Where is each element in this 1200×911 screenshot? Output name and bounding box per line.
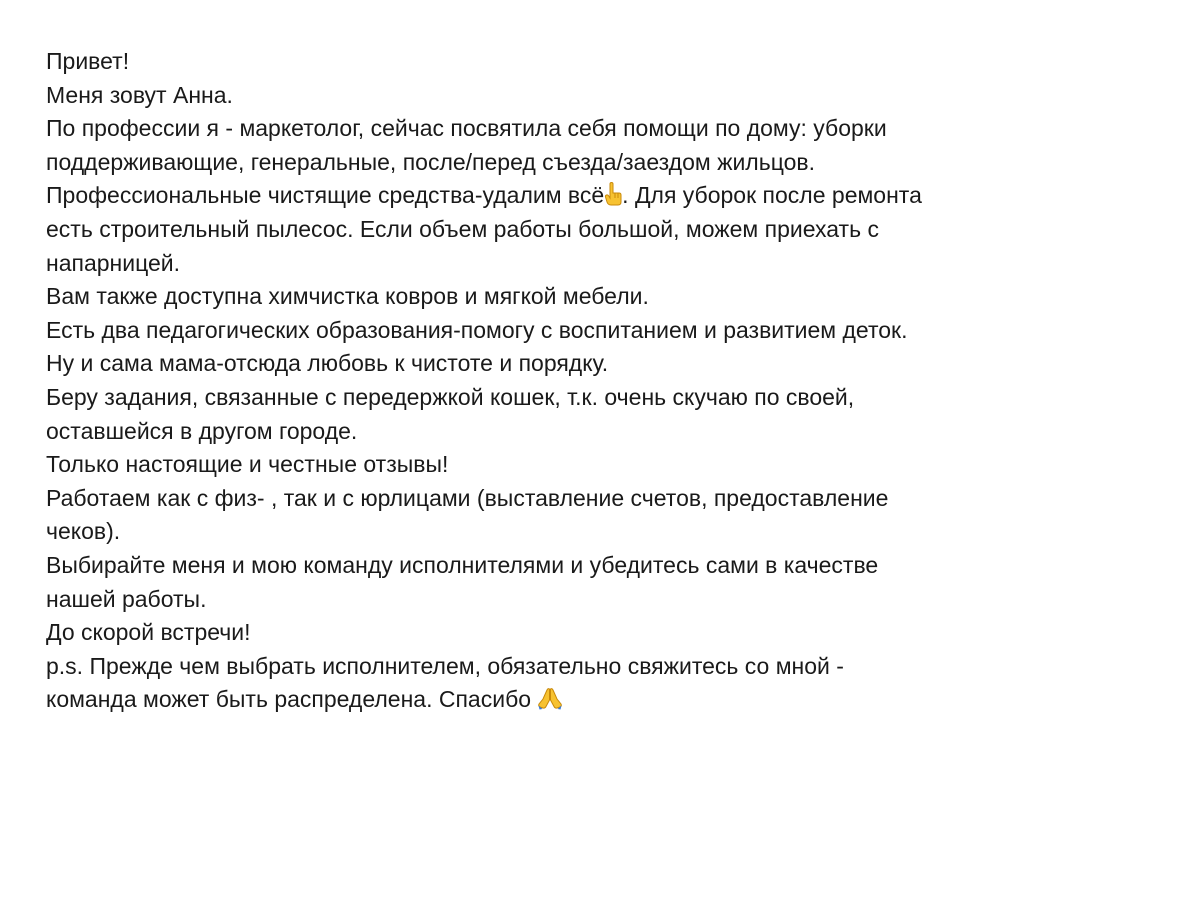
text-line: Ну и сама мама-отсюда любовь к чистоте и порядку.: [46, 350, 609, 377]
text-line: чеков).: [46, 518, 121, 545]
text-line: p.s. Прежде чем выбрать исполнителем, обязательно свяжитесь со мной -: [46, 652, 844, 679]
text-line: [46, 179, 1176, 213]
text-line: оставшейся в другом городе.: [46, 417, 358, 444]
text-segment: . Для уборок после ремонта: [622, 182, 922, 209]
text-segment: команда может быть распределена. Спасибо: [46, 686, 538, 713]
text-line: Выбирайте меня и мою команду исполнителями и убедитесь сами в качестве: [46, 551, 879, 578]
text-line: поддерживающие, генеральные, после/перед съезда/заездом жильцов.: [46, 148, 816, 175]
text-segment: Профессиональные чистящие средства-удалим всё: [46, 182, 605, 209]
text-line: Только настоящие и честные отзывы!: [46, 451, 449, 478]
text-line: нашей работы.: [46, 585, 207, 612]
text-line: есть строительный пылесос. Если объем работы большой, можем приехать с: [46, 215, 879, 242]
text-line: По профессии я - маркетолог, сейчас посвятила себя помощи по дому: уборки: [46, 115, 887, 142]
text-line: [46, 683, 1176, 717]
text-line: напарницей.: [46, 249, 181, 276]
profile-description: [46, 45, 1176, 717]
greeting-line: Привет!: [46, 48, 130, 74]
pointing-up-hand-icon: [604, 182, 622, 216]
folded-hands-icon: [537, 686, 563, 720]
text-line: Есть два педагогических образования-помогу с воспитанием и развитием деток.: [46, 316, 908, 343]
text-line: Беру задания, связанные с передержкой кошек, т.к. очень скучаю по своей,: [46, 383, 855, 410]
closing-line: До скорой встречи!: [46, 619, 251, 646]
text-line: Работаем как с физ- , так и с юрлицами (выставление счетов, предоставление: [46, 484, 889, 511]
text-line: Вам также доступна химчистка ковров и мягкой мебели.: [46, 283, 649, 310]
name-line: Меня зовут Анна.: [46, 81, 233, 108]
